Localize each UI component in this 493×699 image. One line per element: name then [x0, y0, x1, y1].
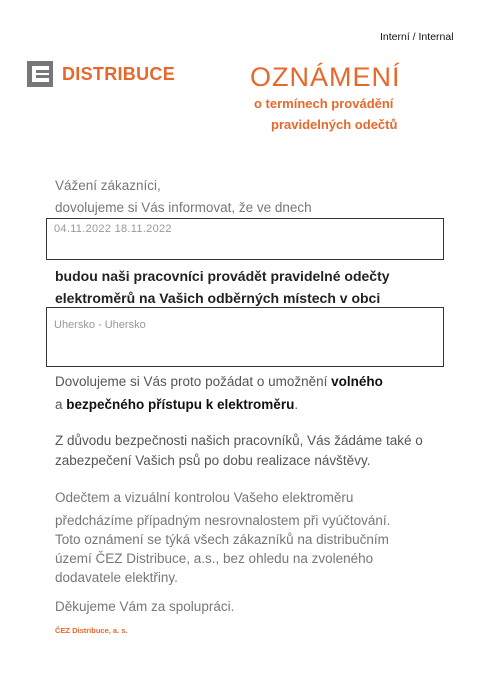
cez-logo	[27, 61, 175, 87]
workers-line-2: elektroměrů na Vašich odběrných místech v obci	[55, 290, 381, 306]
safety-line-1: Z důvodu bezpečnosti našich pracovníků, Vás žádáme také o	[55, 433, 423, 448]
intro-text: dovolujeme si Vás informovat, že ve dnech	[55, 200, 312, 215]
request-text-3: .	[294, 397, 299, 412]
cez-logo-icon	[27, 61, 53, 87]
subtitle-line-1: o termínech provádění	[254, 96, 394, 111]
request-line-2	[55, 395, 298, 414]
dates-field	[46, 218, 444, 260]
scope-line-1: Toto oznámení se týká všech zákazníků na distribučním	[55, 532, 389, 547]
request-text-2: a	[55, 397, 67, 412]
page-title: OZNÁMENÍ	[250, 62, 401, 92]
request-bold-2: bezpečného přístupu k elektroměru	[66, 397, 295, 412]
thanks-text: Děkujeme Vám za spolupráci.	[55, 599, 235, 614]
reading-line-1: Odečtem a vizuální kontrolou Vašeho elektroměru	[55, 490, 354, 505]
dates-value: 04.11.2022 18.11.2022	[54, 223, 172, 235]
workers-line-1: budou naši pracovníci provádět pravidelné odečty	[55, 268, 390, 284]
classification-label: Interní / Internal	[380, 31, 454, 43]
logo-text: DISTRIBUCE	[62, 63, 176, 84]
place-field	[46, 307, 444, 367]
request-bold-1: volného	[331, 374, 383, 389]
subtitle-line-2: pravidelných odečtů	[271, 117, 398, 132]
scope-line-2: území ČEZ Distribuce, a.s., bez ohledu na zvoleného	[55, 551, 374, 566]
reading-line-2: předcházíme případným nesrovnalostem při vyúčtování.	[55, 513, 391, 528]
place-value: Uhersko - Uhersko	[54, 319, 146, 331]
greeting: Vážení zákazníci,	[55, 178, 161, 193]
request-line-1	[55, 372, 383, 391]
request-text-1: Dovolujeme si Vás proto požádat o umožnění	[55, 374, 332, 389]
safety-line-2: zabezpečení Vašich psů po dobu realizace návštěvy.	[55, 453, 371, 468]
scope-line-3: dodavatele elektřiny.	[55, 570, 178, 585]
footer-company: ČEZ Distribuce, a. s.	[55, 626, 128, 635]
